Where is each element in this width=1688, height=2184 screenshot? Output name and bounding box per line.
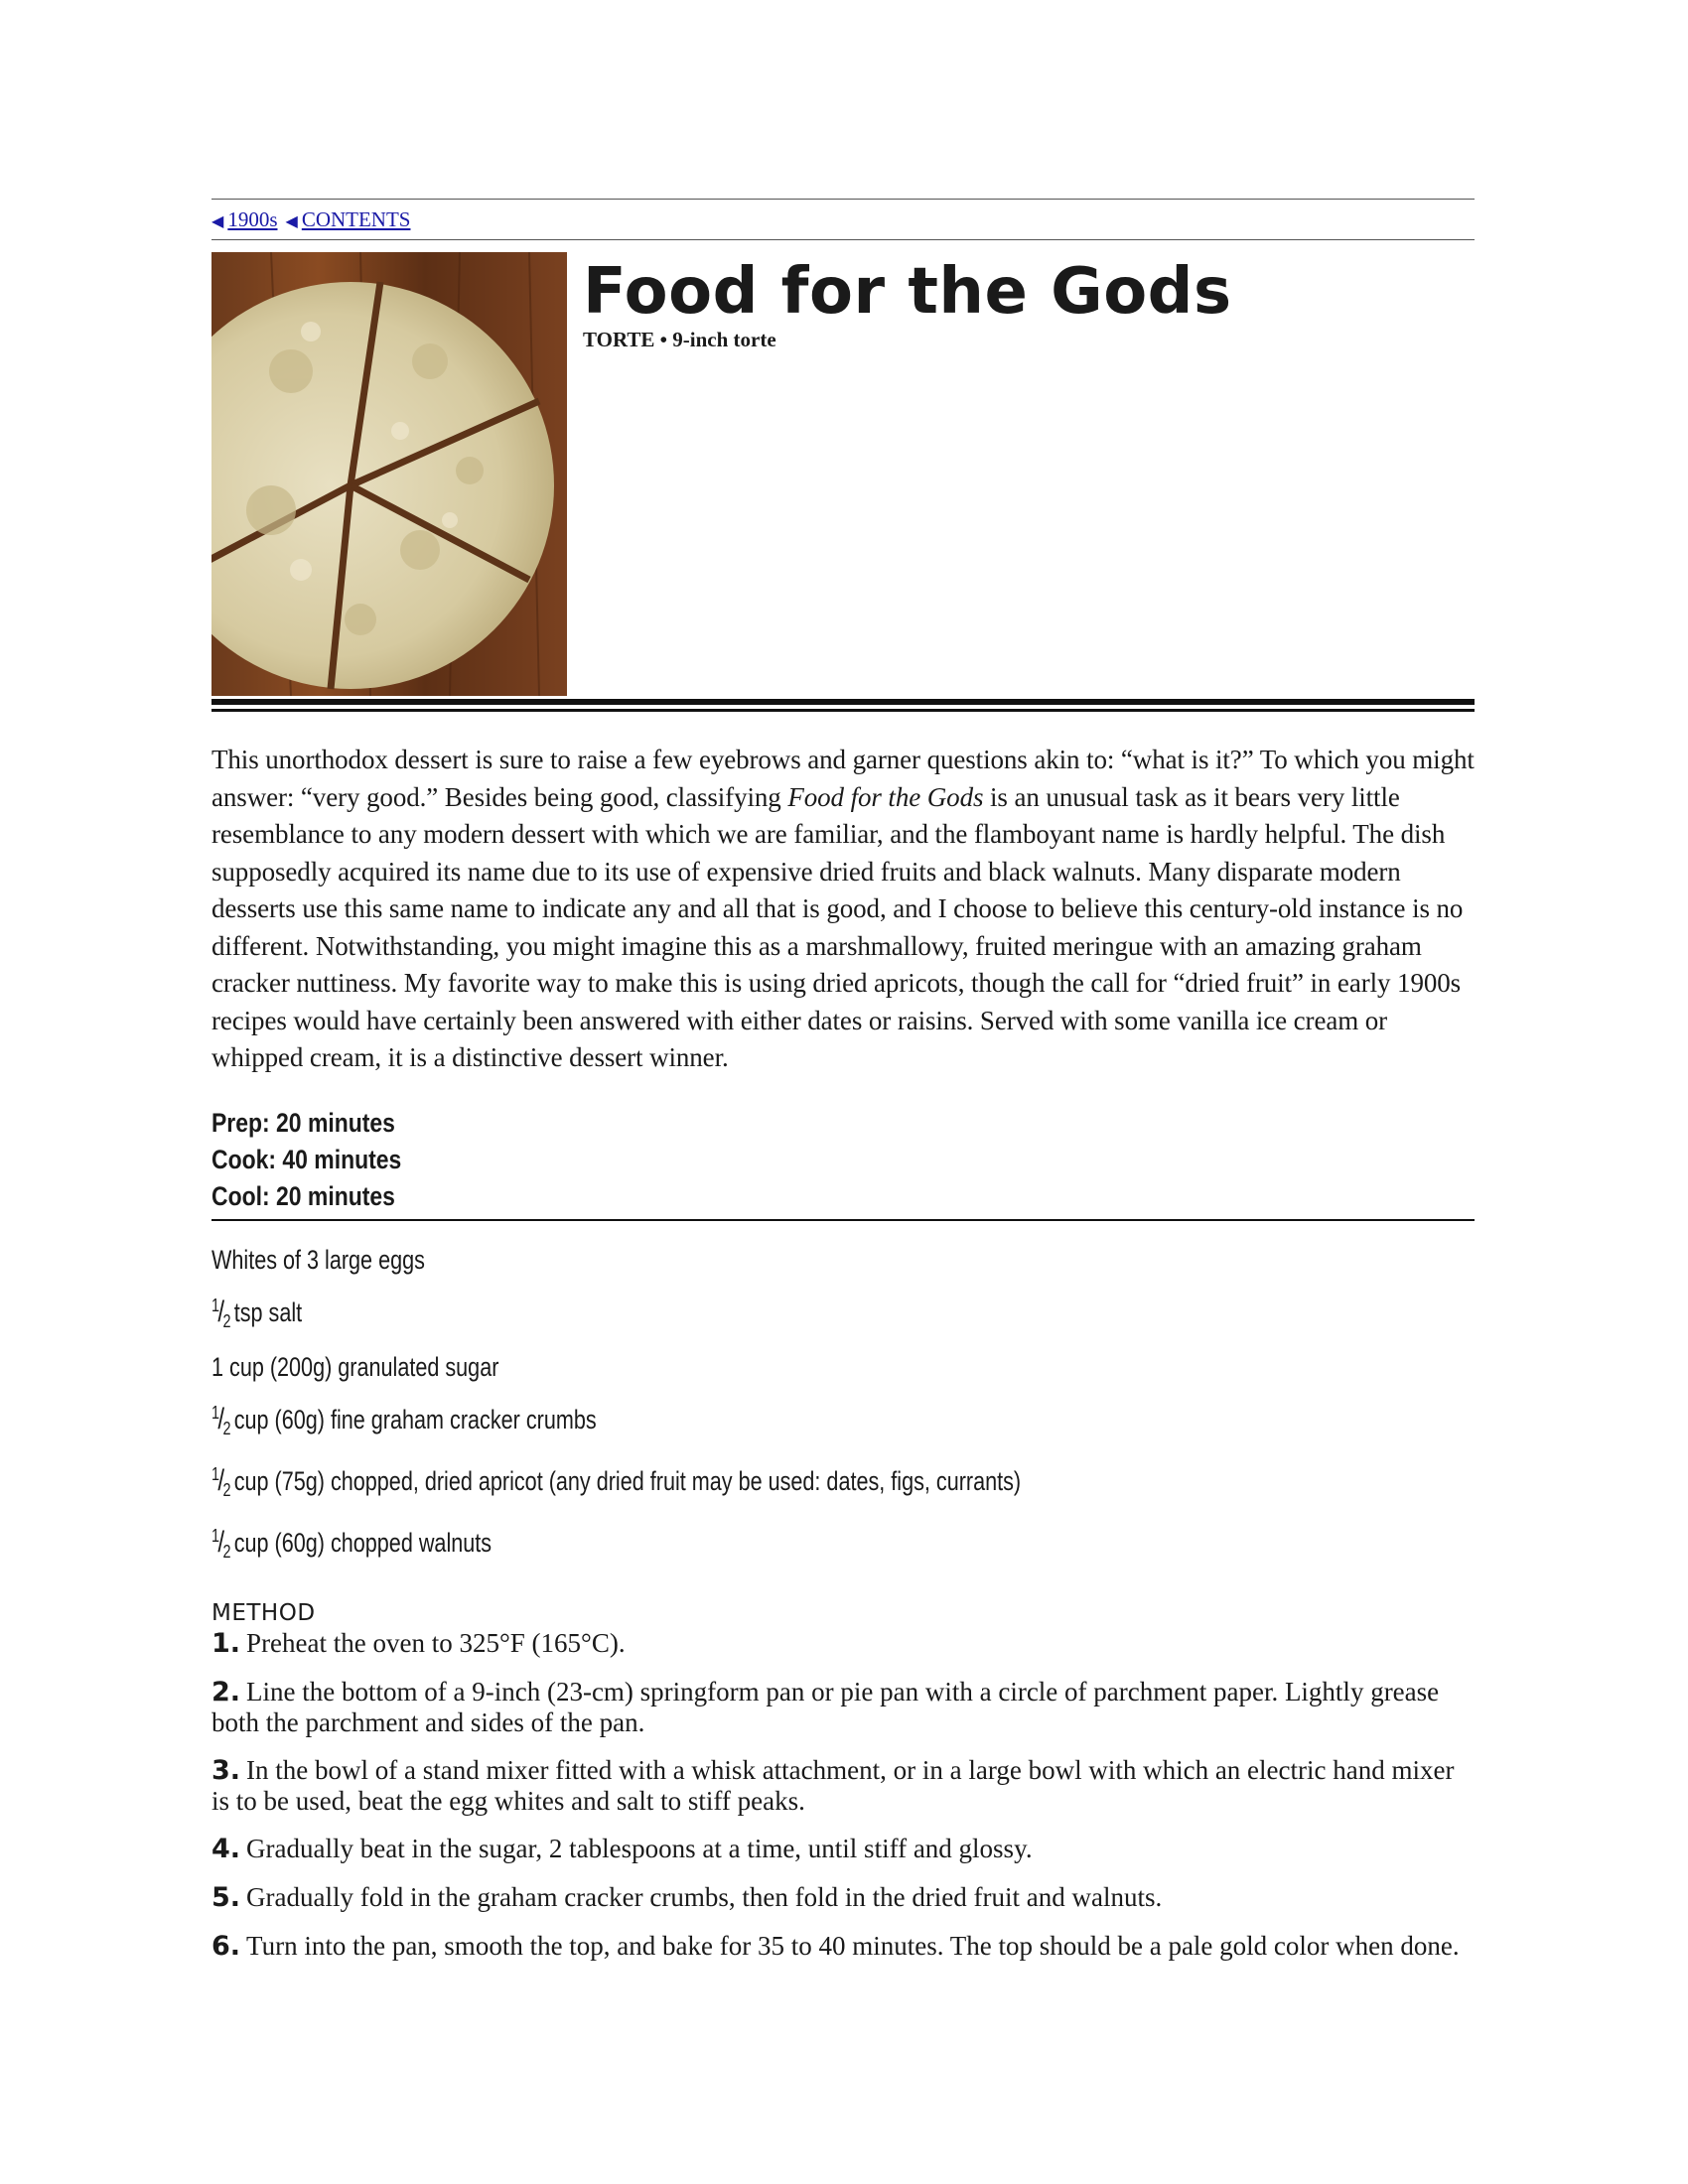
title-block	[583, 252, 1232, 352]
back-arrow-icon: ◀	[211, 213, 224, 230]
ingredient-item: $^1/_2$ tsp salt	[211, 1295, 303, 1331]
intro-text-2: is an unusual task as it bears very little resemblance to any modern dessert with which we are familiar, and the flamboyant name is hardly helpful. The dish supposedly acquired its name due to its use of expensive dried fruits and black walnuts. Many disparate modern desserts use this same name to indicate any and all that is good, and I choose to believe this century-old instance is no different. Notwithstanding, you might imagine this as a marshmallowy, fruited meringue with an amazing graham cracker nuttiness. My favorite way to make this is using dried apricots, though the call for “dried fruit” in early 1900s recipes would have certainly been answered with either dates or raisins. Served with some vanilla ice cream or whipped cream, it is a distinctive dessert winner.	[211, 781, 1464, 1072]
link-1900s[interactable]: 1900s	[227, 207, 278, 231]
recipe-page	[211, 199, 1475, 1962]
cook-time: Cook: 40 minutes	[211, 1144, 402, 1174]
torte-photo	[211, 252, 567, 696]
method-step: 5. Gradually fold in the graham cracker crumbs, then fold in the dried fruit and walnuts.	[211, 1881, 1163, 1913]
method-step: 3. In the bowl of a stand mixer fitted with a whisk attachment, or in a large bowl with which an electric hand mixer is to be used, beat the egg whites and salt to stiff peaks.	[211, 1754, 1455, 1816]
ingredients-list	[211, 1237, 1475, 1574]
link-contents[interactable]: CONTENTS	[301, 207, 411, 231]
header-rule-thin	[211, 709, 1475, 712]
intro-text-1: This unorthodox dessert is sure to raise a few eyebrows and garner questions akin to: “what is it?” To which you might answer: “very good.” Besides being good, classifying	[211, 745, 1475, 812]
ingredient-item: 1 cup (200g) granulated sugar	[211, 1351, 499, 1382]
cool-time: Cool: 20 minutes	[211, 1180, 395, 1211]
back-arrow-icon: ◀	[285, 213, 298, 230]
method-steps	[211, 1628, 1475, 1962]
times-rule	[211, 1219, 1475, 1221]
ingredient-item: Whites of 3 large eggs	[211, 1244, 425, 1275]
method-step: 1. Preheat the oven to 325°F (165°C).	[211, 1627, 626, 1659]
recipe-header	[211, 252, 1475, 699]
method-step: 4. Gradually beat in the sugar, 2 tablespoons at a time, until stiff and glossy.	[211, 1833, 1033, 1864]
prep-time: Prep: 20 minutes	[211, 1107, 395, 1138]
recipe-times	[211, 1105, 1475, 1215]
method-step: 6. Turn into the pan, smooth the top, and bake for 35 to 40 minutes. The top should be a pale gold color when done.	[211, 1930, 1460, 1962]
breadcrumb	[211, 200, 1475, 240]
ingredient-item: $^1/_2$ cup (60g) chopped walnuts	[211, 1525, 492, 1562]
page-title: Food for the Gods	[583, 255, 1232, 329]
method-heading: METHOD	[211, 1599, 316, 1626]
recipe-subtitle: TORTE • 9-inch torte	[583, 328, 776, 351]
intro-paragraph	[211, 742, 1475, 1077]
ingredient-item: $^1/_2$ cup (75g) chopped, dried apricot (any dried fruit may be used: dates, figs, currants)	[211, 1463, 1022, 1500]
intro-italic-title: Food for the Gods	[787, 781, 984, 812]
ingredient-item: $^1/_2$ cup (60g) fine graham cracker crumbs	[211, 1402, 597, 1438]
method-step: 2. Line the bottom of a 9-inch (23-cm) springform pan or pie pan with a circle of parchment paper. Lightly grease both the parchment and sides of the pan.	[211, 1676, 1440, 1737]
